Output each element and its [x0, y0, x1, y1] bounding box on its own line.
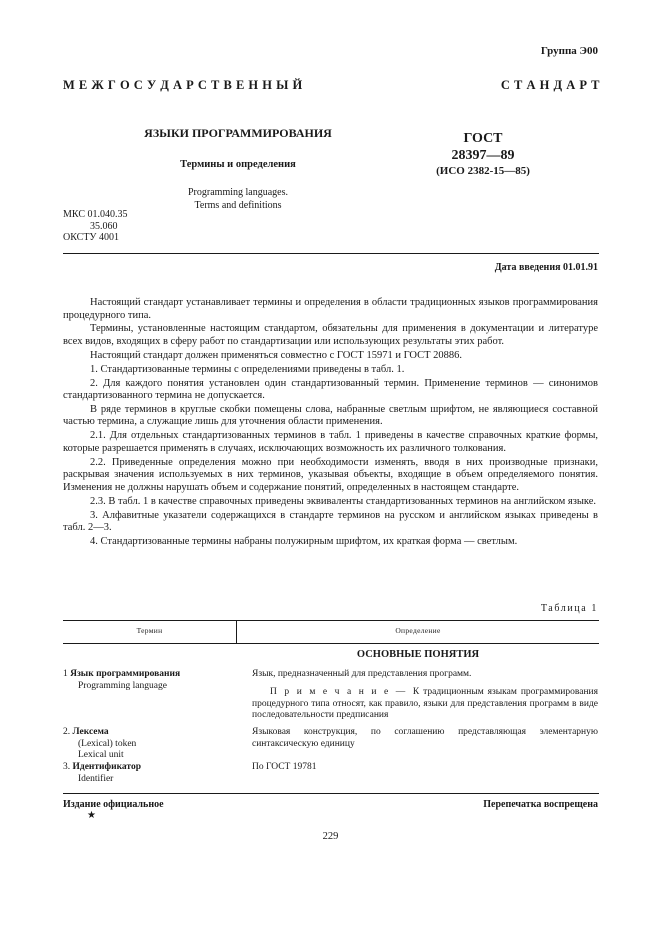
- paragraph: 2.1. Для отдельных стандартизованных терминов в табл. 1 приведены в качестве справочных краткие формы, которые разрешается применять в случаях, исключающих возможность их различного толкования.: [63, 430, 598, 454]
- english-title: [118, 186, 358, 212]
- term-english: Programming language: [78, 680, 167, 691]
- table-header-definition: Определение: [395, 626, 441, 635]
- document-subtitle: Термины и определения: [180, 159, 296, 170]
- effective-date-label: Дата введения: [494, 262, 561, 273]
- classification-codes: [63, 209, 127, 244]
- top-divider: [63, 253, 599, 254]
- table-row-note: [252, 687, 598, 722]
- paragraph: 2.3. В табл. 1 в качестве справочных приведены эквиваленты стандартизованных терминов на английском языке.: [90, 495, 597, 507]
- okstu-code: ОКСТУ 4001: [63, 232, 120, 243]
- table-label: Таблица 1: [540, 603, 598, 614]
- reprint-forbidden-label: Перепечатка воспрещена: [483, 799, 598, 810]
- paragraph: 2.2. Приведенные определения можно при необходимости изменять, вводя в них производные признаки, раскрывая значения используемых в них терминов, указывая объекты, входящие в объем определяемого понятия. Изменения не должны нарушать объем и содержание понятий, определенных в настоящем стандарте.: [63, 456, 598, 493]
- term-name: Лексема: [72, 727, 109, 737]
- bottom-divider: [63, 793, 599, 794]
- standard-heading: [63, 78, 600, 93]
- iso-reference: (ИСО 2382-15—85): [436, 165, 530, 177]
- gost-designation: [418, 131, 548, 177]
- gost-number: 28397—89: [451, 148, 515, 163]
- paragraph: 1. Стандартизованные термины с определениями приведены в табл. 1.: [90, 363, 405, 375]
- note-label: П р и м е ч а н и е —: [270, 687, 413, 697]
- star-icon: ★: [87, 810, 96, 821]
- term-english: Identifier: [78, 773, 114, 784]
- table-row-term: [63, 727, 236, 762]
- standard-heading-right: С Т А Н Д А Р Т: [500, 78, 600, 92]
- english-title-line-1: Programming languages.: [188, 187, 288, 198]
- group-label: Группа Э00: [540, 45, 598, 57]
- mks-code-second: 35.060: [90, 220, 118, 232]
- table-section-title: ОСНОВНЫЕ ПОНЯТИЯ: [356, 649, 480, 660]
- paragraph: 4. Стандартизованные термины набраны полужирным шрифтом, их краткая форма — светлым.: [90, 535, 518, 547]
- term-number: 2.: [63, 727, 71, 737]
- official-edition-label: Издание официальное: [63, 799, 164, 810]
- table-row-definition: По ГОСТ 19781: [252, 762, 317, 772]
- page-number: 229: [322, 831, 339, 842]
- english-title-line-2: Terms and definitions: [194, 200, 282, 211]
- gost-name: ГОСТ: [463, 131, 503, 146]
- paragraph: Настоящий стандарт устанавливает термины и определения в области традиционных языков программирования процедурного типа.: [63, 297, 598, 321]
- body-text: [63, 297, 598, 550]
- table-row-definition: Язык, предназначенный для представления программ.: [252, 669, 472, 679]
- standard-heading-left: М Е Ж Г О С У Д А Р С Т В Е Н Н Ы Й: [63, 78, 303, 92]
- effective-date: [495, 262, 598, 273]
- note-text: К традиционным языкам программирования процедурного типа относят, как правило, языки для представления программ в виде последовательности предписания: [252, 687, 598, 720]
- mks-code: МКС 01.040.35: [63, 209, 128, 220]
- paragraph: В ряде терминов в круглые скобки помещены слова, набранные светлым шрифтом, не являющиеся составной частью термина, а служащие лишь для уточнения области применения.: [63, 403, 598, 428]
- term-number: 1: [63, 669, 68, 679]
- term-name: Идентификатор: [72, 762, 141, 772]
- document-title: ЯЗЫКИ ПРОГРАММИРОВАНИЯ: [144, 126, 332, 140]
- paragraph: 2. Для каждого понятия установлен один стандартизованный термин. Применение терминов — синонимов стандартизованного термина не допускается.: [63, 377, 598, 402]
- paragraph: Настоящий стандарт должен применяться совместно с ГОСТ 15971 и ГОСТ 20886.: [90, 349, 463, 361]
- term-number: 3.: [63, 762, 71, 772]
- paragraph: Термины, установленные настоящим стандартом, обязательны для применения в документации и литературе всех видов, входящих в сферу работ по стандартизации или использующих результаты этих работ.: [63, 323, 598, 347]
- term-english-alt: Lexical unit: [78, 750, 124, 760]
- term-english: (Lexical) token: [78, 738, 137, 749]
- effective-date-value: 01.01.91: [563, 262, 598, 273]
- table-header-term: Термин: [136, 626, 163, 635]
- table-row-term: [63, 762, 236, 785]
- table-header-rule: [63, 643, 599, 644]
- table-row-term: [63, 669, 236, 692]
- table-top-rule: [63, 620, 599, 621]
- term-name: Язык программирования: [70, 669, 181, 679]
- table-row-definition: Языковая конструкция, по соглашению представляющая элементарную синтаксическую единицу: [252, 727, 598, 749]
- title-block: [118, 126, 358, 212]
- paragraph: 3. Алфавитные указатели содержащихся в стандарте терминов на русском и английском языках приведены в табл. 2—3.: [63, 509, 598, 534]
